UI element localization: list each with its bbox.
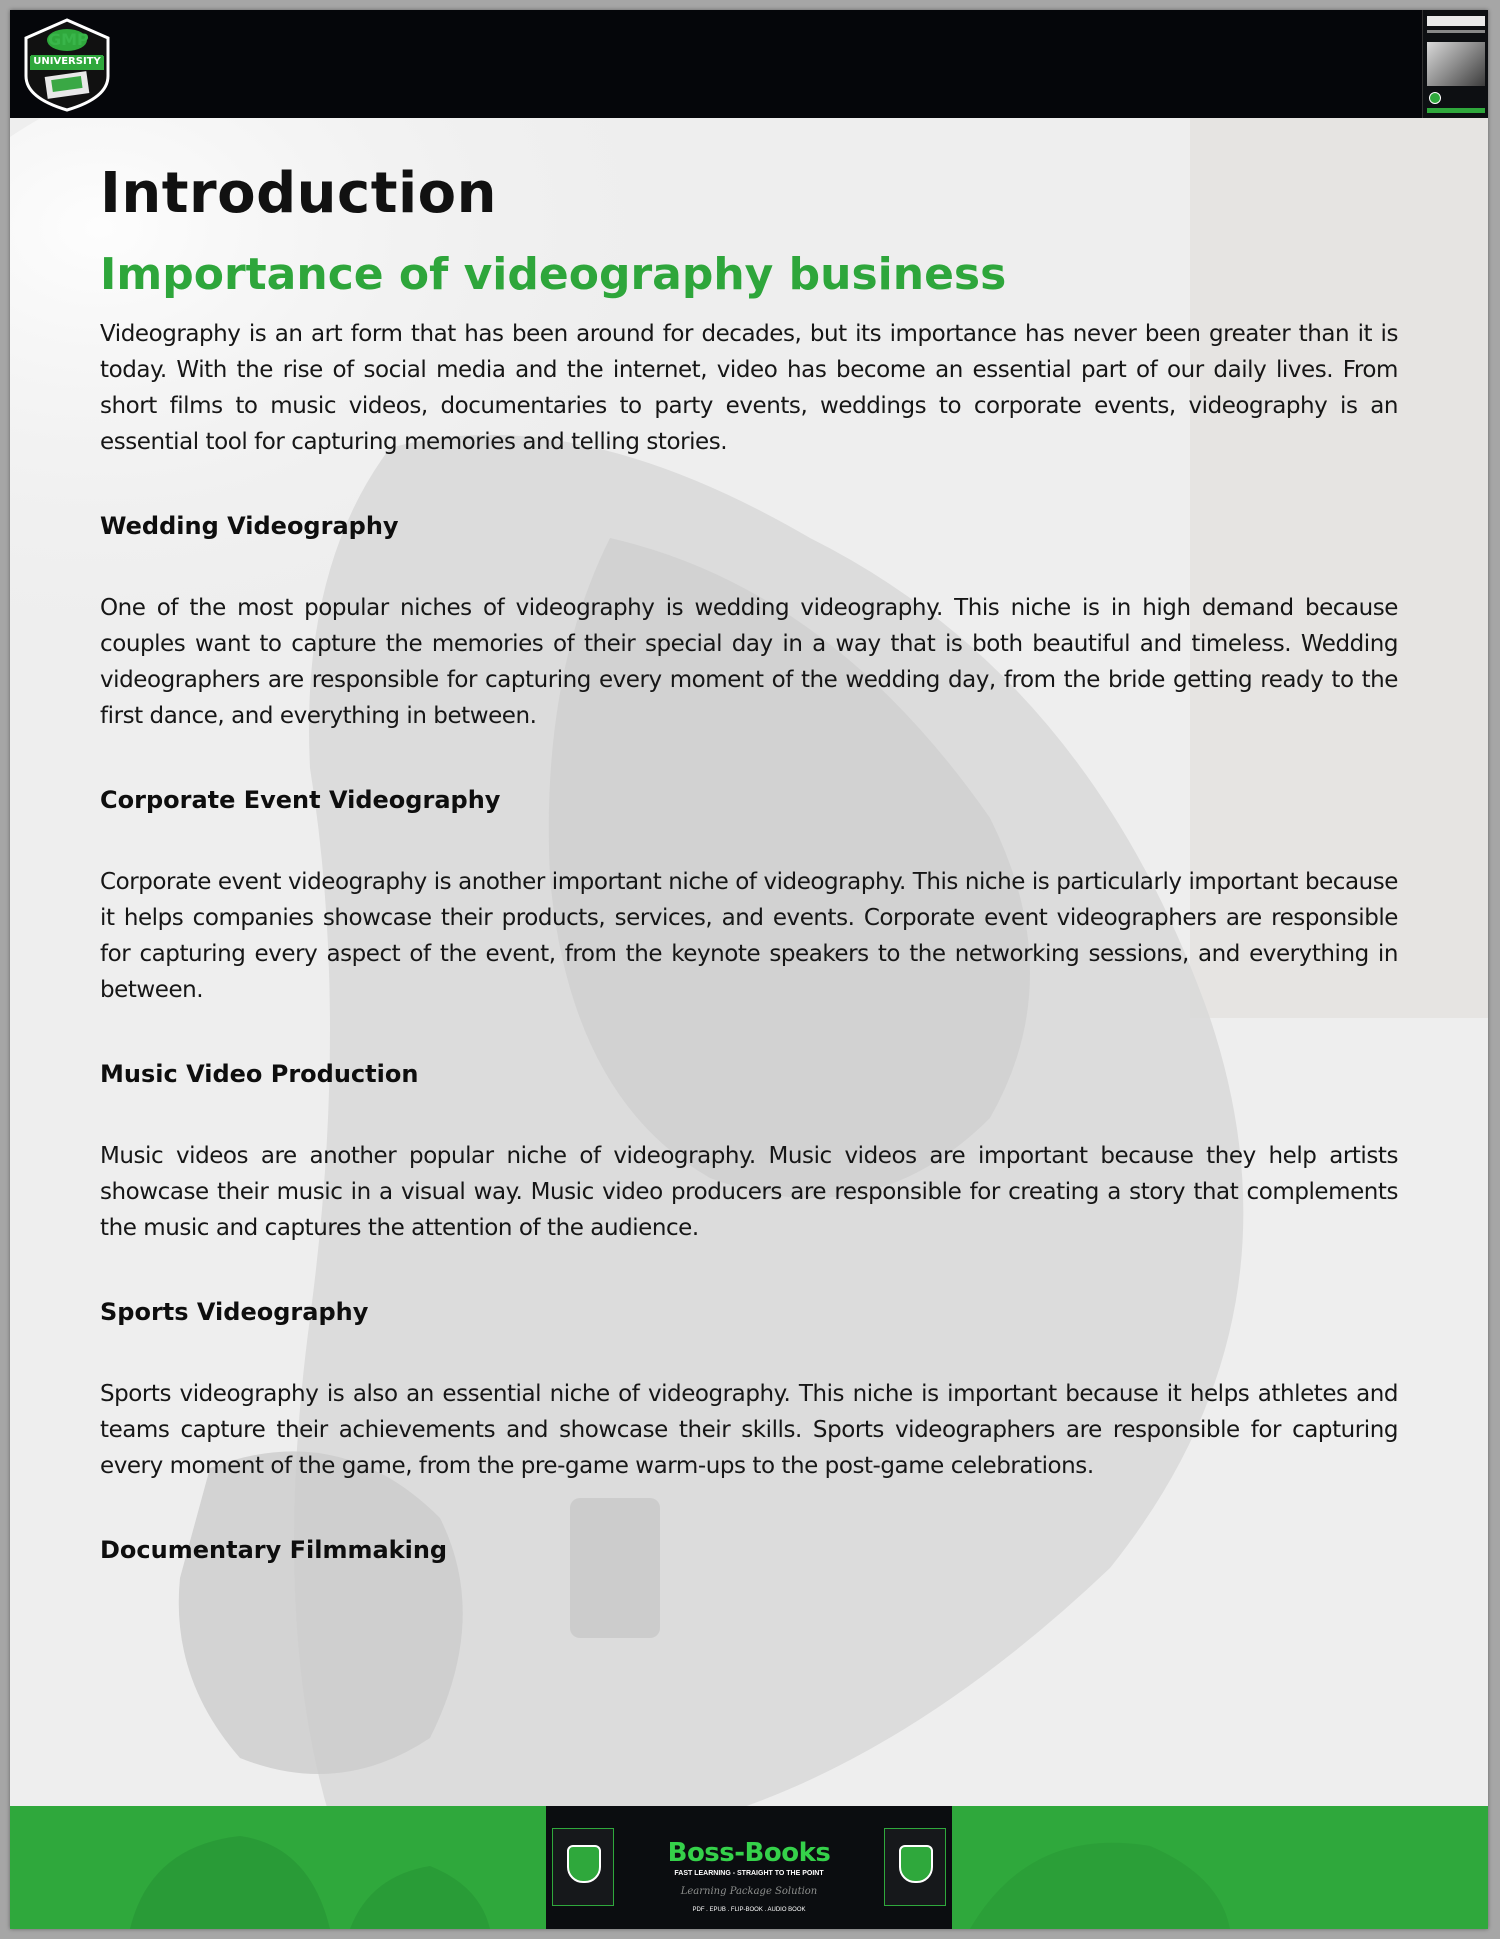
banner-formats: PDF . EPUB . FLIP-BOOK . AUDIO BOOK (692, 1907, 806, 1913)
header-bar (10, 10, 1488, 118)
intro-paragraph: Videography is an art form that has been around for decades, but its importance has never been greater than it is today. With the rise of social media and the internet, video has become an essential part of our daily lives. From short films to music videos, documentaries to party events, weddings to corporate events, videography is an essential tool for capturing memories and telling stories. (100, 320, 1398, 455)
logo-text-university: UNIVERSITY (31, 55, 103, 68)
banner-tagline: FAST LEARNING - STRAIGHT TO THE POINT (674, 1870, 824, 1877)
thumbnail-photo (1427, 42, 1485, 86)
banner-script-text: Learning Package Solution (680, 1886, 818, 1897)
section-heading-corporate: Corporate Event Videography (100, 785, 501, 814)
gmp-seal-icon (884, 1828, 946, 1906)
section-heading-sports: Sports Videography (100, 1297, 369, 1326)
main-content (100, 160, 1398, 1614)
gmp-seal-icon (552, 1828, 614, 1906)
book-cover-thumbnail (1422, 10, 1488, 118)
section-heading-wedding: Wedding Videography (100, 511, 399, 540)
section-text-wedding: One of the most popular niches of videography is wedding videography. This niche is in high demand because couples want to capture the memories of their special day in a way that is both beautiful and timeless. Wedding videographers are responsible for capturing every moment of the wedding day, from the bride getting ready to the first dance, and everything in between. (100, 594, 1398, 729)
thumbnail-green-strip (1427, 108, 1485, 113)
thumbnail-subtitle-bar (1427, 30, 1485, 33)
banner-title: Boss-Books (667, 1838, 831, 1868)
document-page (10, 10, 1488, 1929)
section-text-corporate: Corporate event videography is another important niche of videography. This niche is particularly important because it helps companies showcase their products, services, and events. Corporate event videographers are responsible for capturing every aspect of the event, from the keynote speakers to the networking sessions, and everything in between. (100, 868, 1398, 1003)
section-text-sports: Sports videography is also an essential niche of videography. This niche is important because it helps athletes and teams capture their achievements and showcase their skills. Sports videographers are responsible for capturing every moment of the game, from the pre-game warm-ups to the post-game celebrations. (100, 1380, 1398, 1479)
thumbnail-title-bar (1427, 16, 1485, 26)
footer-bar (10, 1806, 1488, 1929)
page-subtitle: Importance of videography business (100, 249, 1007, 301)
logo-text-gmp: GMP (48, 30, 89, 49)
section-heading-music-video: Music Video Production (100, 1059, 419, 1088)
section-text-music-video: Music videos are another popular niche of videography. Music videos are important because they help artists showcase their music in a visual way. Music video producers are responsible for creating a story that complements the music and captures the attention of the audience. (100, 1142, 1398, 1241)
section-heading-documentary: Documentary Filmmaking (100, 1535, 448, 1564)
page-title: Introduction (100, 161, 498, 226)
thumbnail-seal-icon (1429, 92, 1441, 104)
boss-books-banner (546, 1806, 952, 1929)
